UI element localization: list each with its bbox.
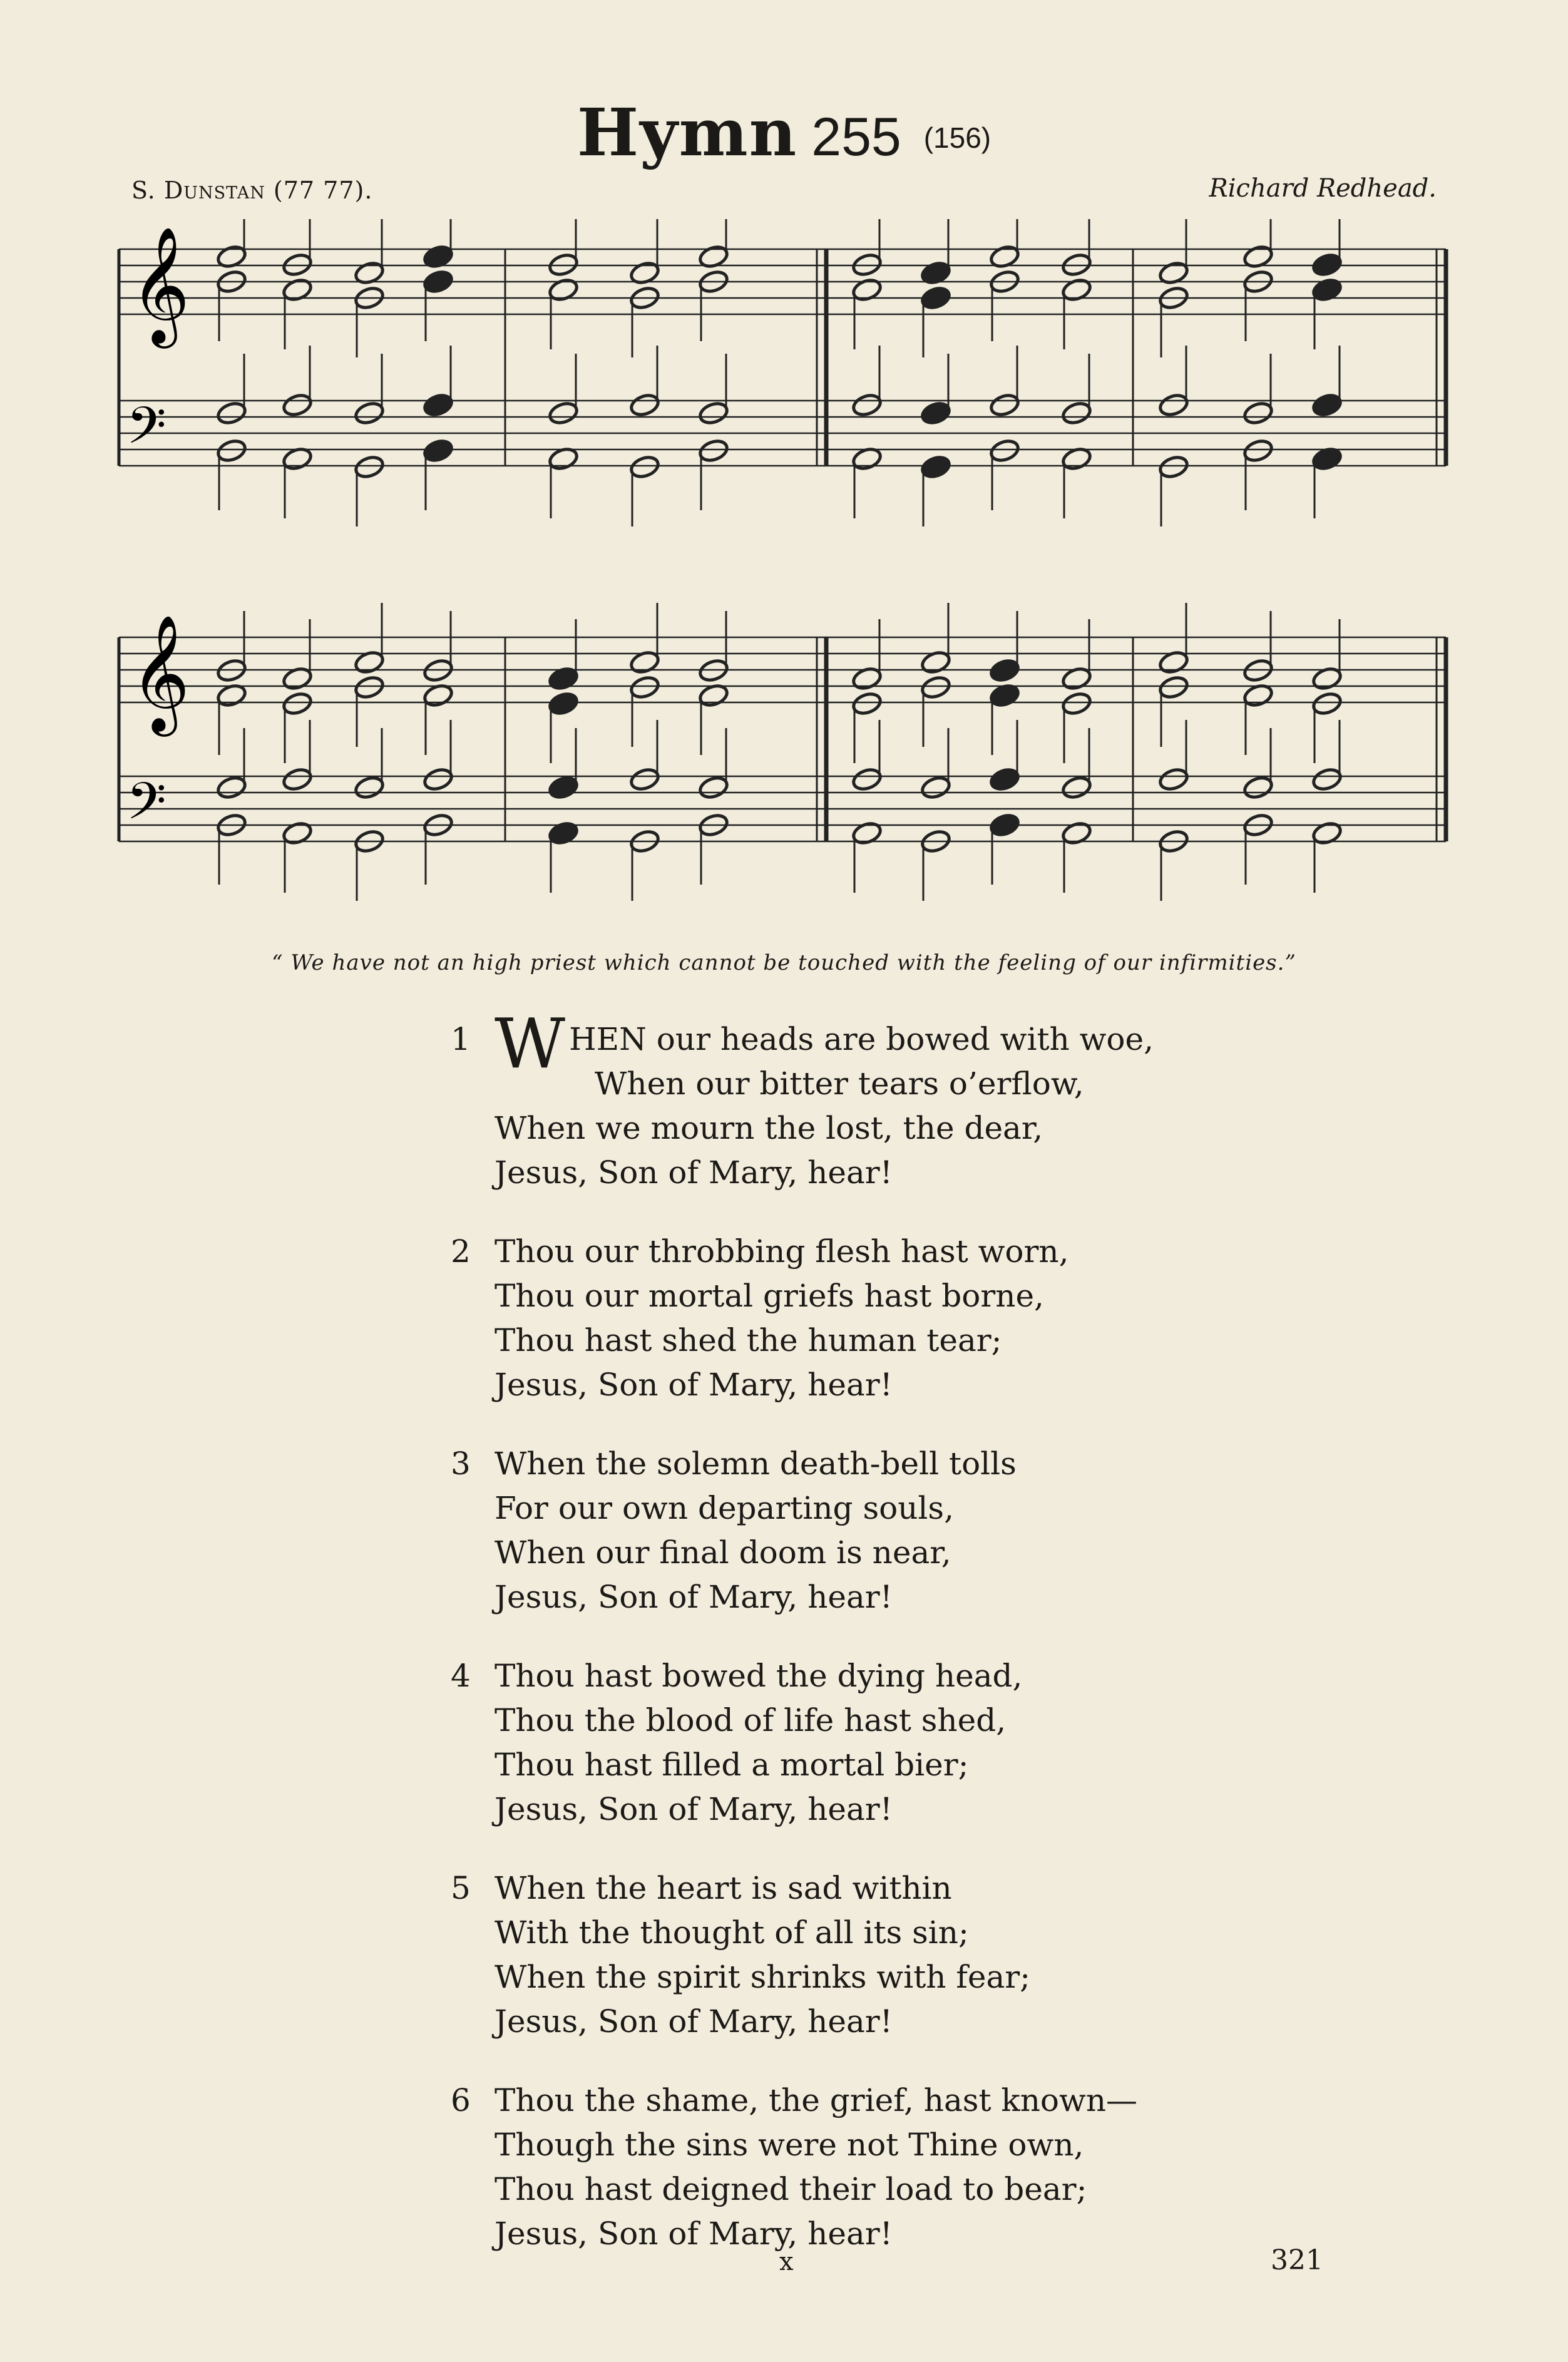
note-head — [423, 766, 454, 792]
note-head — [1311, 277, 1343, 302]
verse-line — [451, 1866, 1264, 1911]
note-head — [1243, 774, 1274, 800]
note-head — [851, 820, 883, 846]
note-head — [920, 285, 952, 311]
note-head — [698, 774, 730, 800]
note-head — [989, 766, 1021, 792]
epigraph: “ We have not an high priest which cannot be touched with the feeling of our infirmities.” — [272, 950, 1296, 975]
note-head — [548, 400, 580, 426]
note-head — [851, 277, 883, 302]
verse-line-text: When our final doom is near, — [494, 1534, 951, 1571]
hymn-title — [0, 94, 1568, 171]
verse-line — [451, 1531, 1264, 1575]
verse-3 — [451, 1442, 1264, 1620]
note-head — [629, 392, 661, 418]
note-head — [216, 774, 248, 800]
hymn-alt-number: (156) — [923, 121, 992, 154]
music-system-2 — [113, 588, 1458, 952]
note-head — [354, 400, 386, 426]
note-head — [423, 438, 454, 463]
note-head — [1061, 691, 1093, 716]
verse-line-text: HEN our heads are bowed with woe, — [569, 1021, 1154, 1057]
page-number: 321 — [1271, 2244, 1323, 2276]
verse-line — [451, 1575, 1264, 1620]
note-head — [354, 454, 386, 480]
note-head — [1061, 820, 1093, 846]
notes-2 — [216, 603, 1343, 901]
verse-line-text: When the spirit shrinks with fear; — [494, 1959, 1031, 1995]
note-head — [1158, 766, 1190, 792]
verse-6 — [451, 2078, 1264, 2256]
note-head — [989, 392, 1021, 418]
note-head — [354, 774, 386, 800]
verse-4 — [451, 1654, 1264, 1832]
verse-line — [451, 1106, 1264, 1151]
verse-line-text: Thou our throbbing flesh hast worn, — [494, 1233, 1069, 1270]
verse-line-text: Thou hast deigned their load to bear; — [494, 2171, 1087, 2207]
note-head — [629, 674, 661, 700]
note-head — [216, 400, 248, 426]
verse-line-text: Thou the blood of life hast shed, — [494, 1702, 1007, 1738]
verse-number: 3 — [451, 1445, 471, 1482]
verse-number: 6 — [451, 2082, 471, 2118]
verse-line-text: Thou hast filled a mortal bier; — [494, 1747, 969, 1783]
verse-number: 4 — [451, 1658, 471, 1694]
verse-line-text: When our bitter tears o’erflow, — [595, 1065, 1084, 1102]
note-head — [989, 812, 1021, 838]
bass-clef-icon: 𝄢 — [126, 772, 167, 844]
note-head — [698, 438, 730, 463]
verse-2 — [451, 1230, 1264, 1407]
verse-line — [451, 1442, 1264, 1486]
verse-line — [451, 1787, 1264, 1832]
verse-line-text: Thou hast bowed the dying head, — [494, 1658, 1023, 1694]
verse-number: 1 — [451, 1021, 471, 1057]
note-head — [1311, 766, 1343, 792]
note-head — [1311, 820, 1343, 846]
note-head — [1061, 400, 1093, 426]
verse-1 — [451, 1004, 1264, 1195]
note-head — [1311, 252, 1343, 277]
note-head — [282, 820, 314, 846]
verse-line-text: Though the sins were not Thine own, — [494, 2127, 1084, 2163]
note-head — [1061, 774, 1093, 800]
verse-line-text: Jesus, Son of Mary, hear! — [494, 1154, 893, 1191]
note-head — [1243, 438, 1274, 463]
signature-mark: x — [779, 2247, 794, 2276]
note-head — [282, 392, 314, 418]
note-head — [1311, 392, 1343, 418]
composer: Richard Redhead. — [1209, 174, 1437, 203]
note-head — [1243, 400, 1274, 426]
verse-line — [451, 1698, 1264, 1743]
tune-name: S. Dunstan (77 77). — [131, 177, 373, 204]
verse-line-text: Jesus, Son of Mary, hear! — [494, 1367, 893, 1403]
bass-clef-icon: 𝄢 — [126, 396, 167, 468]
note-head — [548, 774, 580, 800]
note-head — [282, 766, 314, 792]
verse-line — [451, 1363, 1264, 1407]
note-head — [548, 820, 580, 846]
note-head — [851, 766, 883, 792]
note-head — [920, 674, 952, 700]
note-head — [920, 454, 952, 480]
verse-line — [451, 1955, 1264, 2000]
note-head — [629, 454, 661, 480]
verse-line-text: Jesus, Son of Mary, hear! — [494, 2003, 893, 2040]
note-head — [698, 400, 730, 426]
music-system-1 — [113, 219, 1458, 576]
verse-line — [451, 1486, 1264, 1531]
note-head — [1061, 277, 1093, 302]
verse-line-text: When we mourn the lost, the dear, — [494, 1110, 1043, 1146]
verse-line — [451, 1654, 1264, 1698]
hymn-number: 255 — [811, 107, 901, 167]
treble-clef-icon: 𝄞 — [130, 226, 190, 344]
verse-line — [451, 1743, 1264, 1787]
note-head — [282, 277, 314, 302]
note-head — [354, 674, 386, 700]
verse-line-text: Thou the shame, the grief, hast known— — [494, 2082, 1138, 2118]
verse-line-text: Thou our mortal griefs hast borne, — [494, 1278, 1044, 1314]
verse-line-text: For our own departing souls, — [494, 1490, 954, 1526]
verse-line — [451, 2167, 1264, 2212]
verse-number: 2 — [451, 1233, 471, 1270]
verse-line-text: Jesus, Son of Mary, hear! — [494, 2216, 893, 2252]
verse-line — [451, 1274, 1264, 1318]
note-head — [851, 691, 883, 716]
note-head — [548, 691, 580, 716]
verse-line-text: Jesus, Son of Mary, hear! — [494, 1791, 893, 1827]
verse-line-text: Jesus, Son of Mary, hear! — [494, 1579, 893, 1615]
verse-line — [451, 2123, 1264, 2167]
note-head — [282, 691, 314, 716]
note-head — [1158, 454, 1190, 480]
hymn-title-word: Hymn — [576, 94, 798, 171]
verse-line — [451, 2212, 1264, 2256]
verse-line-text: When the solemn death-bell tolls — [494, 1445, 1017, 1482]
note-head — [989, 438, 1021, 463]
note-head — [423, 269, 454, 294]
verse-line — [451, 2000, 1264, 2044]
verse-line-text: With the thought of all its sin; — [494, 1914, 969, 1951]
note-head — [920, 400, 952, 426]
note-head — [423, 392, 454, 418]
note-head — [548, 277, 580, 302]
verse-5 — [451, 1866, 1264, 2044]
verse-number: 5 — [451, 1870, 471, 1906]
note-head — [851, 392, 883, 418]
drop-cap: W — [494, 1004, 566, 1084]
note-head — [989, 657, 1021, 683]
verse-line — [451, 2078, 1264, 2123]
note-head — [1158, 674, 1190, 700]
verse-line — [451, 1230, 1264, 1274]
note-head — [1311, 691, 1343, 716]
note-head — [216, 438, 248, 463]
verse-line-text: Thou hast shed the human tear; — [494, 1322, 1002, 1358]
verse-line — [451, 1911, 1264, 1955]
note-head — [920, 774, 952, 800]
verse-line — [451, 1151, 1264, 1195]
verse-line-text: When the heart is sad within — [494, 1870, 952, 1906]
verse-line — [451, 1318, 1264, 1363]
note-head — [1158, 392, 1190, 418]
treble-clef-icon: 𝄞 — [130, 614, 190, 732]
note-head — [629, 766, 661, 792]
